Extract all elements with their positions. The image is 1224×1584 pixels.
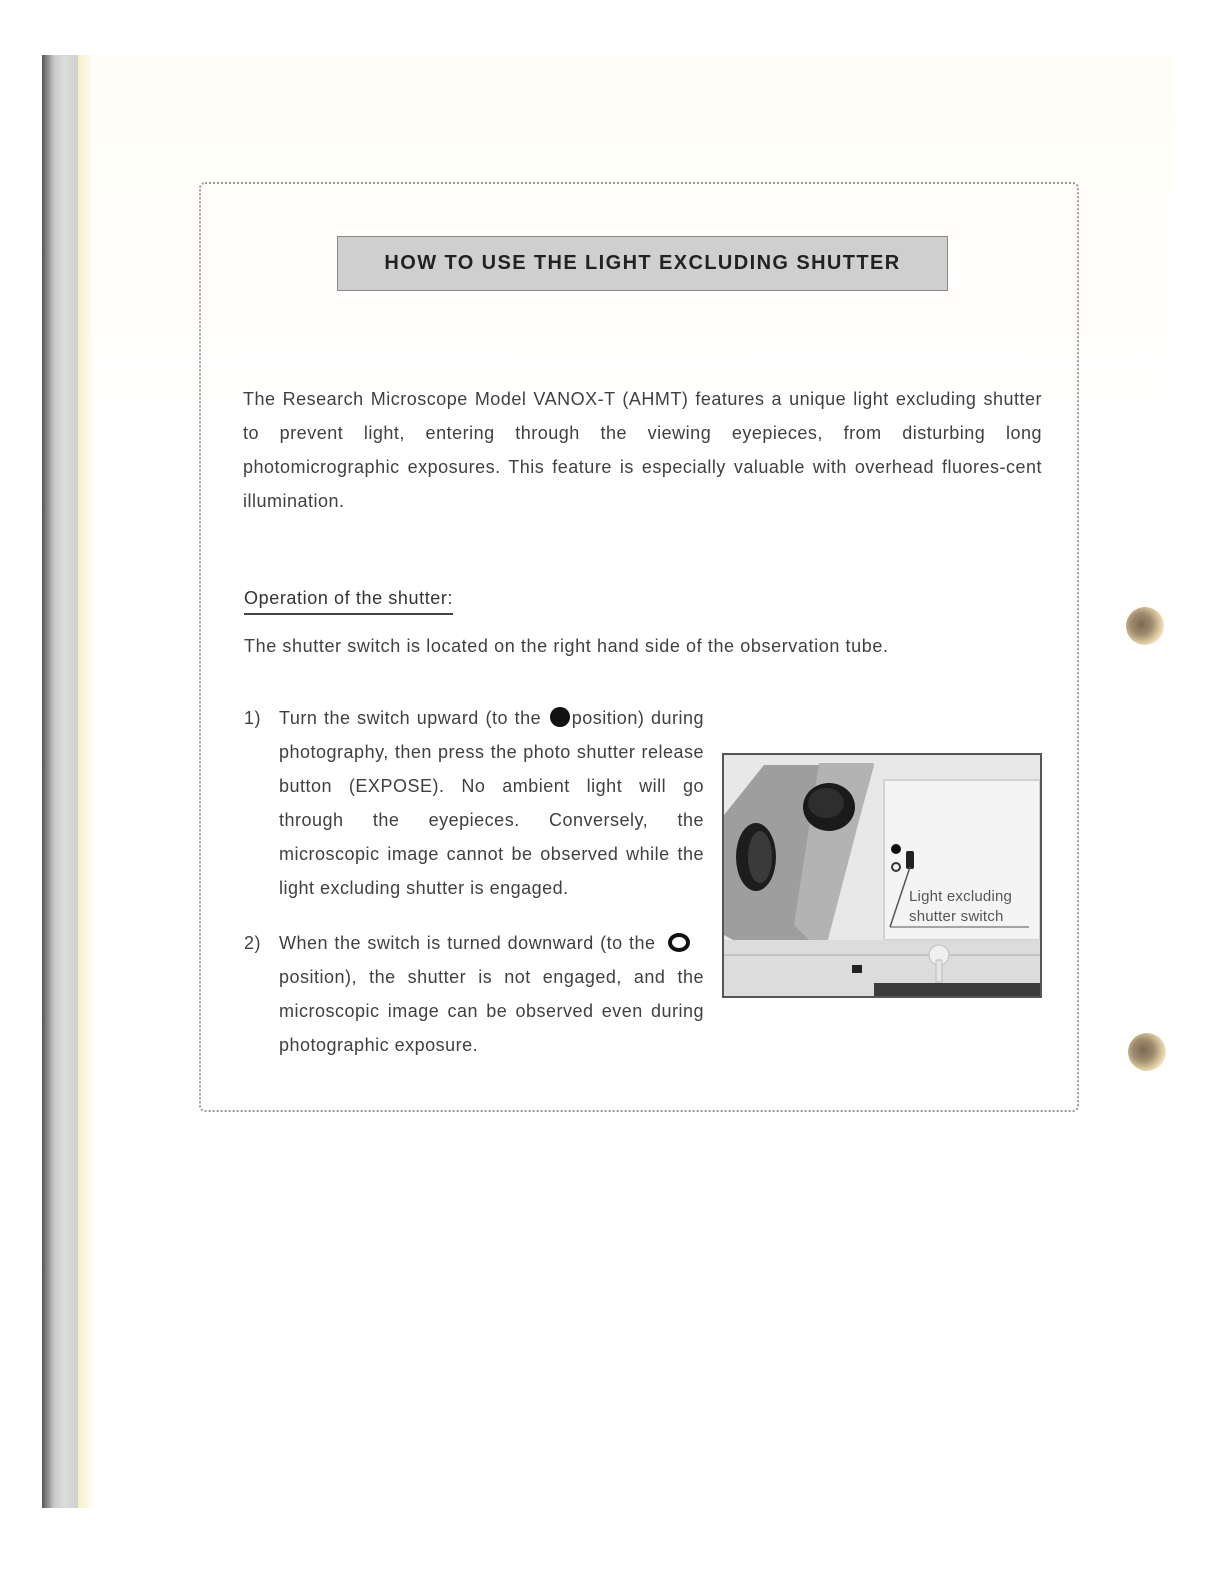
page-title: HOW TO USE THE LIGHT EXCLUDING SHUTTER [337, 236, 948, 291]
switch-location-text: The shutter switch is located on the right hand side of the observation tube. [244, 636, 889, 656]
microscope-illustration [724, 755, 1040, 996]
step-text: When the switch is turned downward (to the position), the shutter is not engaged, and the microscopic image can be observed even during photographic exposure. [279, 933, 704, 1055]
step-text: Turn the switch upward (to the position) during photography, then press the photo shutter release button (EXPOSE). No ambient light will go through the eyepieces. Conversely, the microscopic image cannot be observed while the light excluding shutter is engaged. [279, 708, 704, 898]
step-number: 1) [244, 708, 262, 728]
binder-hole [1126, 607, 1164, 645]
step-2 [244, 926, 704, 1062]
microscope-photo [722, 753, 1042, 998]
step-number: 2) [244, 933, 262, 953]
intro-paragraph: The Research Microscope Model VANOX-T (AHMT) features a unique light excluding shutter to prevent light, entering through the viewing eyepieces, from disturbing long photomicrographic exposures. This feature is especially valuable with overhead fluores-cent illumination. [243, 389, 1042, 511]
figure-caption: Light excluding shutter switch [909, 888, 1013, 925]
step-1 [244, 701, 704, 905]
filled-circle-icon [550, 707, 570, 727]
binder-spine [42, 55, 78, 1508]
open-circle-icon [668, 933, 690, 952]
section-heading: Operation of the shutter: [244, 588, 453, 615]
spine-edge [78, 55, 94, 1508]
binder-hole [1128, 1033, 1166, 1071]
